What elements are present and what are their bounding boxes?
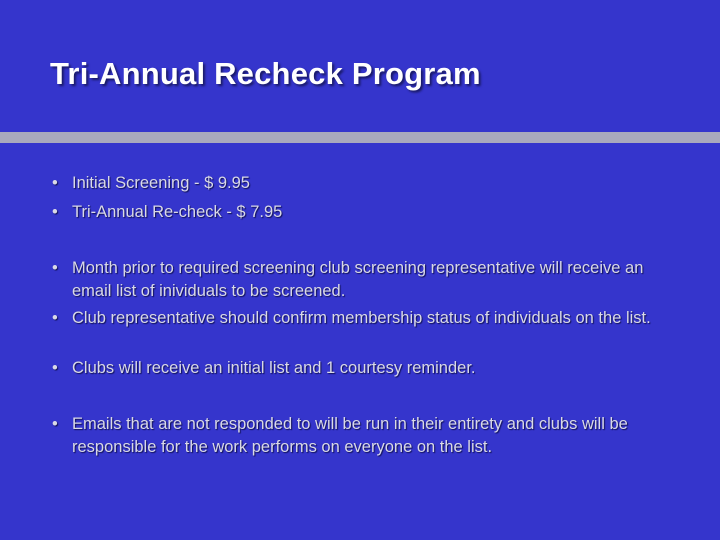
bullet-item <box>52 257 652 303</box>
bullet-item <box>52 413 652 459</box>
bullet-icon: • <box>52 174 58 192</box>
bullet-text: Initial Screening - $ 9.95 <box>72 174 250 192</box>
bullet-icon: • <box>52 359 58 377</box>
bullet-icon: • <box>52 203 58 221</box>
bullet-icon: • <box>52 259 58 277</box>
bullet-item <box>52 307 652 330</box>
bullet-text: Emails that are not responded to will be run in their entirety and clubs will be responsible for the work performs on everyone on the list. <box>72 415 628 456</box>
title-divider <box>0 132 720 143</box>
bullet-icon: • <box>52 309 58 327</box>
bullet-item <box>52 201 652 224</box>
bullet-icon: • <box>52 415 58 433</box>
bullet-text: Tri-Annual Re-check - $ 7.95 <box>72 203 283 221</box>
slide-title: Tri-Annual Recheck Program <box>50 56 481 91</box>
bullet-text: Month prior to required screening club screening representative will receive an email list of inividuals to be screened. <box>72 259 644 300</box>
bullet-text: Club representative should confirm membership status of individuals on the list. <box>72 309 651 327</box>
bullet-item <box>52 357 652 380</box>
bullet-text: Clubs will receive an initial list and 1 courtesy reminder. <box>72 359 476 377</box>
bullet-item <box>52 172 652 195</box>
